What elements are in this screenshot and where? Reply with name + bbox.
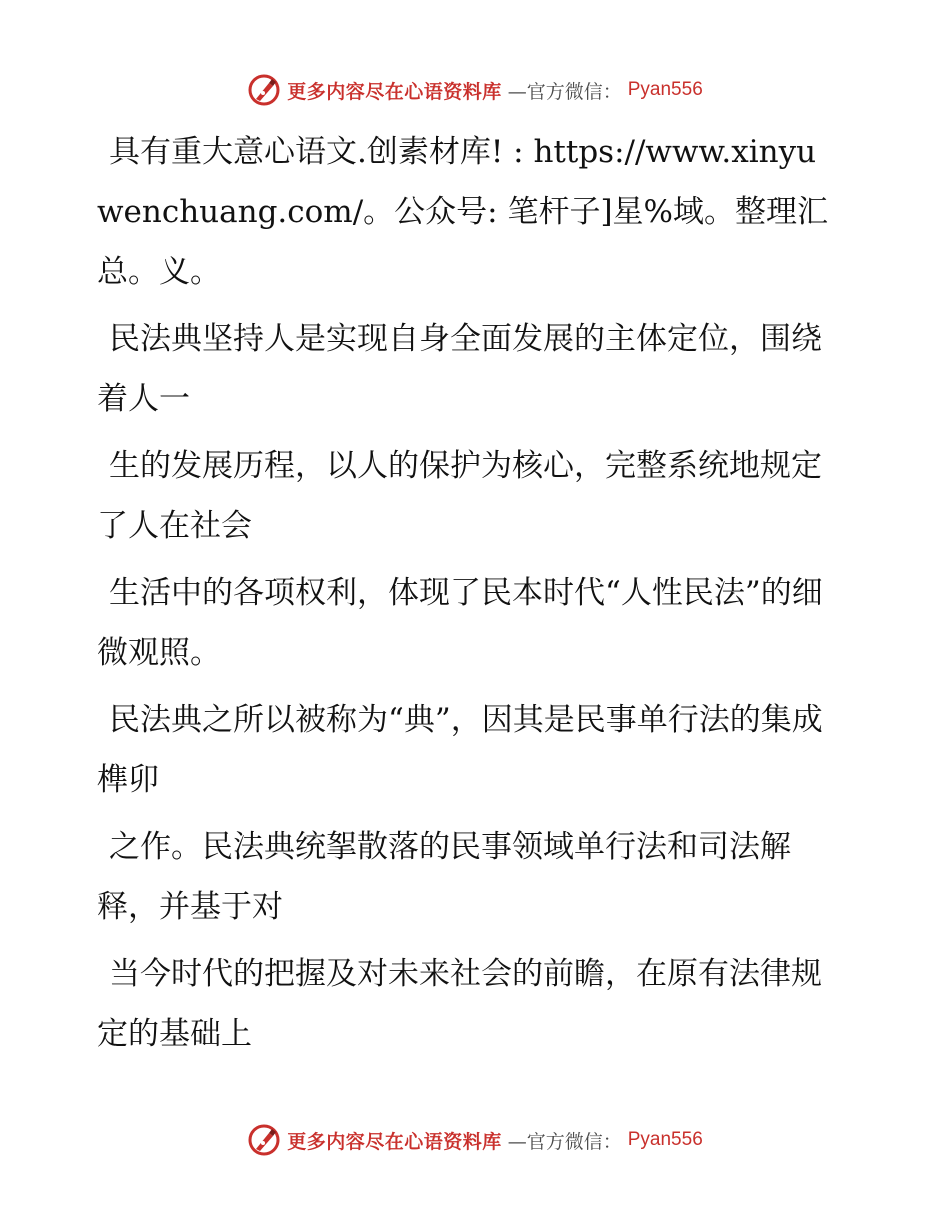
paragraph-4: 生活中的各项权利，体现了民本时代“人性民法”的细微观照。 (97, 575, 823, 671)
paragraph-6: 之作。民法典统挐散落的民事领域单行法和司法解释，并基于对 (97, 829, 791, 925)
paragraph-1: 具有重大意心语文.创素材库! : https://www.xinyuwenchuang.com/。公众号: 笔杆子]星%域。整理汇总。义。 (97, 134, 828, 290)
footer-banner (0, 1120, 950, 1160)
paragraph-3: 生的发展历程，以人的保护为核心，完整系统地规定了人在社会 (97, 448, 822, 544)
paragraph-2: 民法典坚持人是实现自身全面发展的主体定位，围绕着人一 (97, 321, 822, 417)
paragraph-5: 民法典之所以被称为“典”，因其是民事单行法的集成榫卯 (97, 702, 823, 798)
header-banner (0, 70, 950, 110)
footer-banner-title: 更多内容尽在心语资料库 (287, 1130, 502, 1153)
header-wechat-id: Pyan556 (627, 79, 703, 100)
footer-wechat-id: Pyan556 (627, 1129, 703, 1150)
footer-banner-label: —官方微信： (507, 1130, 622, 1153)
header-banner-title: 更多内容尽在心语资料库 (287, 80, 502, 103)
document-body (97, 122, 837, 1071)
header-banner-label: —官方微信： (507, 80, 622, 103)
pen-seal-icon (247, 73, 281, 107)
paragraph-7: 当今时代的把握及对未来社会的前瞻，在原有法律规定的基础上 (97, 956, 822, 1052)
pen-seal-icon (247, 1123, 281, 1157)
footer-banner-inner (247, 1123, 703, 1157)
header-banner-inner (247, 73, 703, 107)
